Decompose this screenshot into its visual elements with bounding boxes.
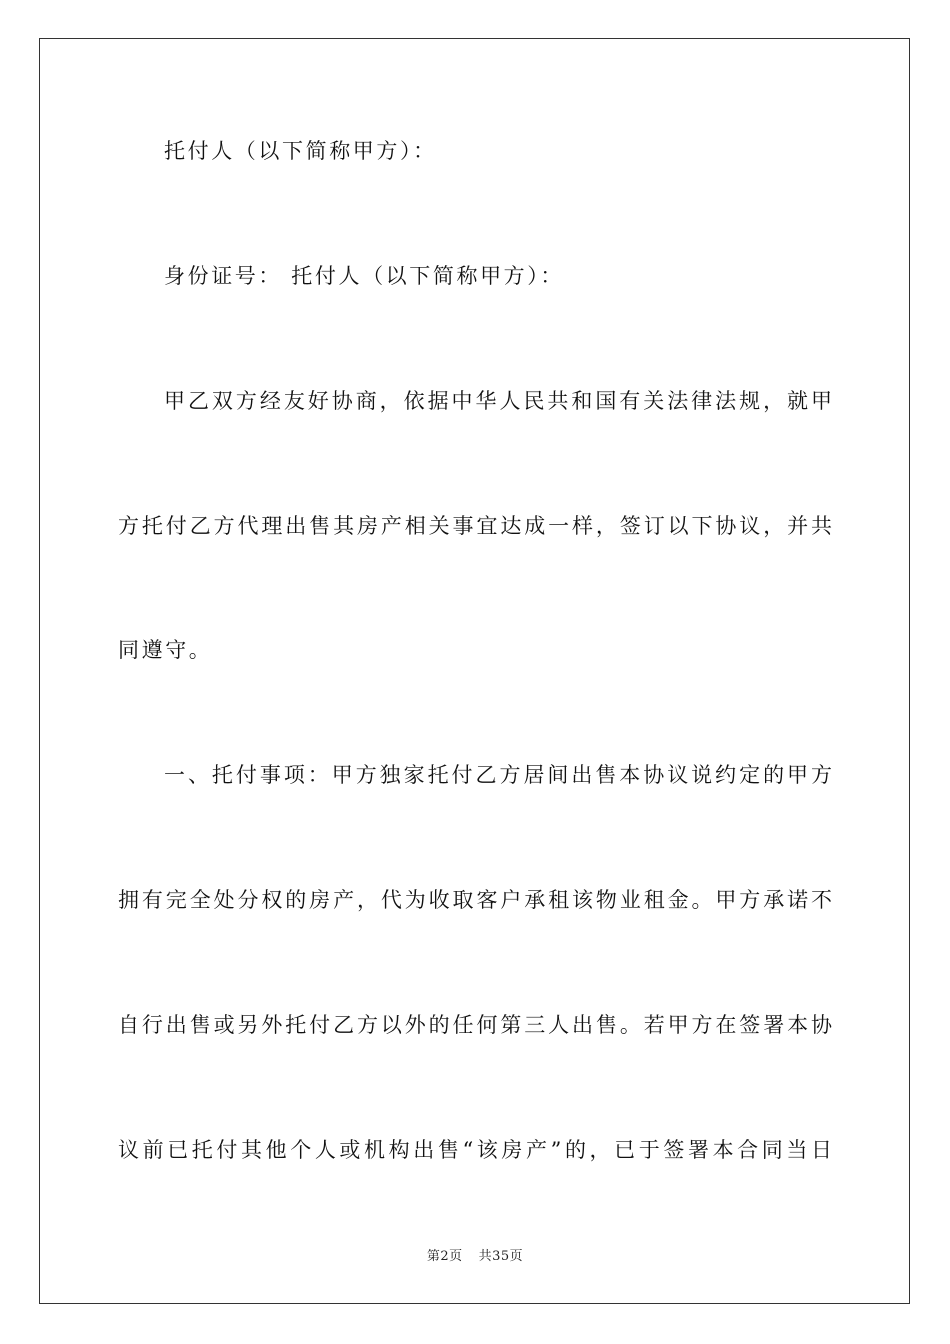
total-pages: 共35页: [478, 1249, 524, 1264]
page-number: 第2页: [426, 1249, 463, 1264]
paragraph-line: 自行出售或另外托付乙方以外的任何第三人出售。若甲方在签署本协: [118, 1013, 832, 1037]
paragraph-line: 议前已托付其他个人或机构出售“该房产”的，已于签署本合同当日: [118, 1138, 832, 1162]
paragraph-line: 一、托付事项：甲方独家托付乙方居间出售本协议说约定的甲方: [164, 763, 832, 787]
paragraph-line: 同遵守。: [118, 638, 213, 662]
paragraph-line: 甲乙双方经友好协商，依据中华人民共和国有关法律法规，就甲: [164, 389, 832, 413]
id-number-label: 身份证号： 托付人（以下简称甲方）：: [164, 264, 564, 288]
paragraph-line: 拥有完全处分权的房产，代为收取客户承租该物业租金。甲方承诺不: [118, 888, 832, 912]
page-footer: [0, 1248, 950, 1266]
page-border: [39, 38, 910, 1304]
paragraph-line: 方托付乙方代理出售其房产相关事宜达成一样，签订以下协议，并共: [118, 514, 832, 538]
principal-label: 托付人（以下简称甲方）：: [164, 139, 437, 163]
